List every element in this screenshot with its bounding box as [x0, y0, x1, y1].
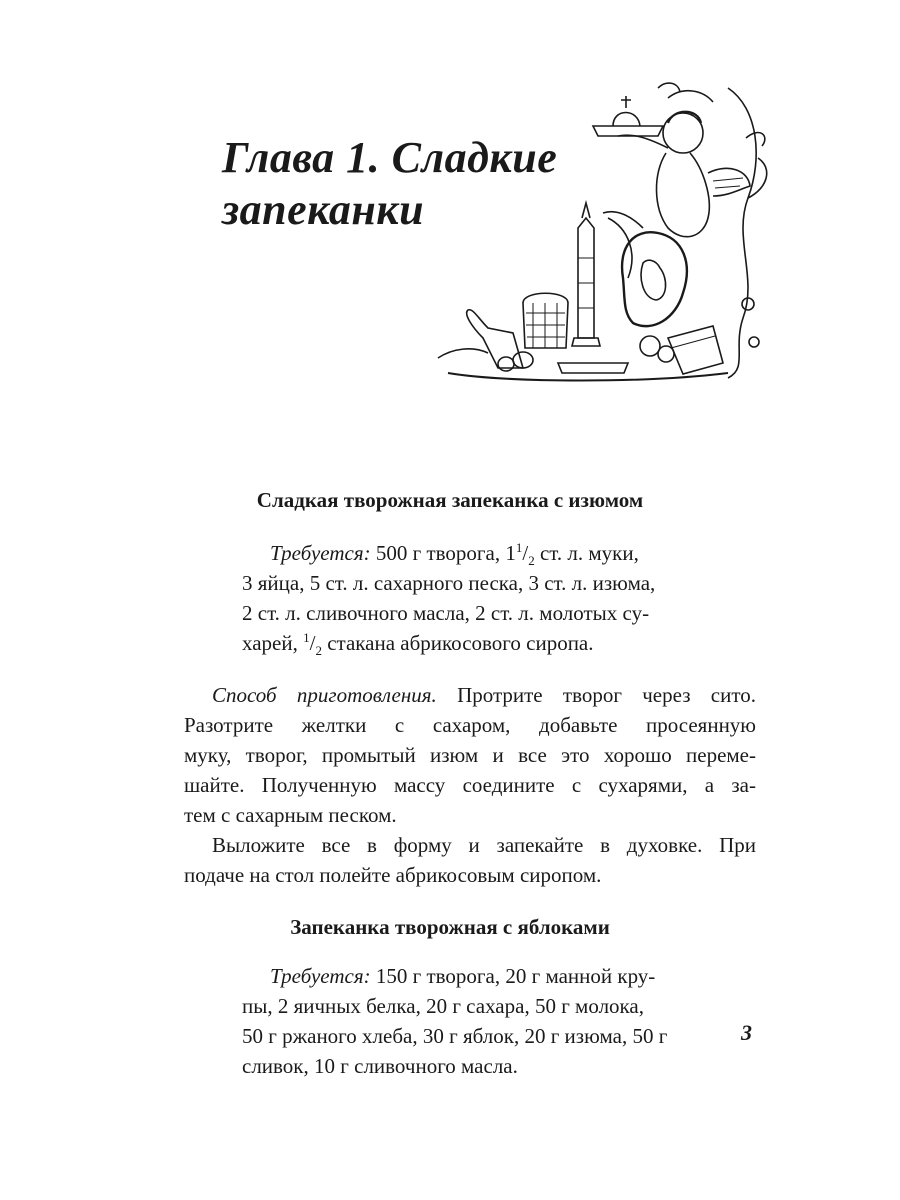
ingredients-text: сливок, 10 г сливочного масла.: [242, 1054, 518, 1078]
ingredients-text: стакана абрикосового сиропа.: [321, 631, 594, 655]
ingredients-label: Требуется:: [270, 541, 371, 565]
ingredients-text: 150 г творога, 20 г манной кру-: [370, 964, 656, 988]
fraction-numerator: 1: [515, 540, 523, 555]
method-label: Способ приготовления.: [212, 683, 437, 707]
page-number: 3: [741, 1020, 752, 1045]
fraction-numerator: 1: [303, 630, 310, 645]
ingredients-text: харей,: [242, 631, 304, 655]
ingredients-block: [242, 961, 667, 1081]
ingredients-text: 50 г ржаного хлеба, 30 г яблок, 20 г изюма, 50 г: [242, 1024, 668, 1048]
fraction-slash: /: [522, 541, 529, 565]
fraction-denominator: 2: [528, 553, 535, 569]
ingredients-text: 500 г творога, 1: [370, 541, 516, 565]
method-text: Протрите творог через сито.: [436, 683, 756, 707]
chapter-title-line-2: запеканки: [222, 185, 425, 234]
ingredients-label: Требуется:: [270, 964, 371, 988]
ingredients-block: [242, 538, 655, 658]
chapter-title-line-1: Глава 1. Сладкие: [222, 133, 558, 182]
method-text: подаче на стол полейте абрикосовым сиропом.: [184, 863, 602, 887]
method-text: шайте. Полученную массу соедините с сухарями, а за-: [184, 773, 756, 797]
ingredients-text: ст. л. муки,: [534, 541, 639, 565]
cherub-illustration: [428, 78, 776, 388]
method-text: Выложите все в форму и запекайте в духовке. При: [212, 833, 756, 857]
ingredients-text: пы, 2 яичных белка, 20 г сахара, 50 г молока,: [242, 994, 645, 1018]
method-block: [184, 680, 756, 890]
recipe-title: Запеканка творожная с яблоками: [290, 915, 610, 939]
method-text: муку, творог, промытый изюм и все это хорошо переме-: [184, 743, 756, 767]
ingredients-text: 3 яйца, 5 ст. л. сахарного песка, 3 ст. л. изюма,: [242, 571, 656, 595]
ingredients-text: 2 ст. л. сливочного масла, 2 ст. л. молотых су-: [242, 601, 650, 625]
fraction-slash: /: [309, 631, 316, 655]
fraction-denominator: 2: [315, 643, 322, 659]
recipe-title: Сладкая творожная запеканка с изюмом: [256, 488, 644, 512]
method-text: тем с сахарным песком.: [184, 803, 397, 827]
method-text: Разотрите желтки с сахаром, добавьте просеянную: [184, 713, 756, 737]
